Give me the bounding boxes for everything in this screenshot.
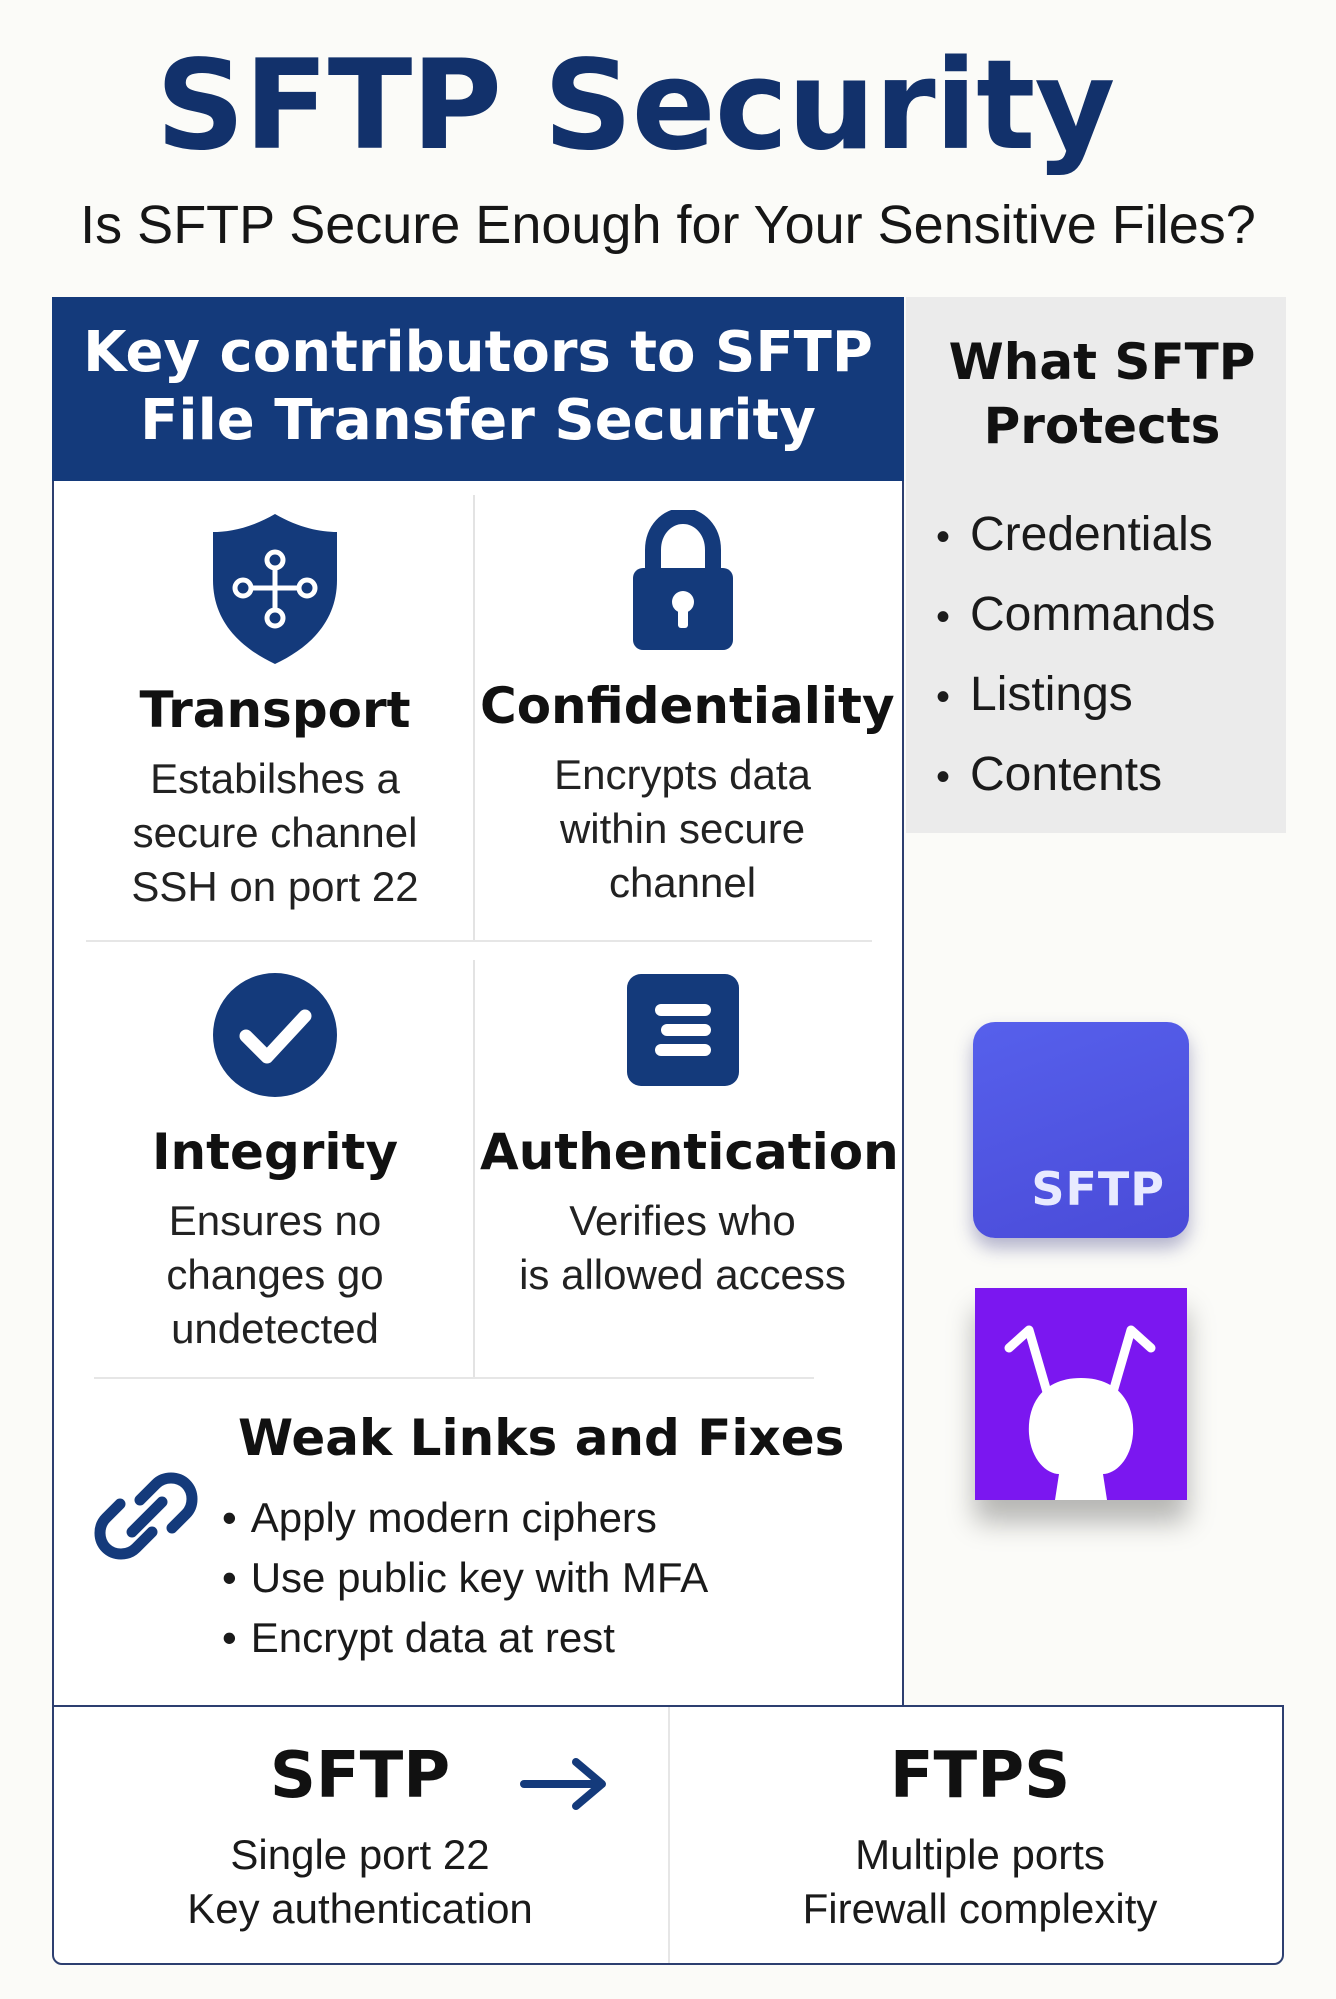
card-line: channel: [608, 859, 757, 906]
card-line: changes go: [166, 1251, 384, 1298]
card-integrity: [80, 972, 470, 1356]
card-confidentiality: [480, 510, 895, 910]
card-line: Verifies who: [569, 1197, 796, 1244]
card-line: Encrypts data: [554, 751, 811, 798]
protects-title-line: Protects: [983, 397, 1221, 455]
card-line: is allowed access: [519, 1251, 846, 1298]
card-description: [80, 1194, 470, 1356]
comparison-line: Single port 22: [230, 1831, 490, 1878]
comparison-ftps: [720, 1738, 1240, 1936]
key-contributors-header: [52, 297, 904, 481]
protects-title-line: What SFTP: [948, 333, 1256, 391]
grid-divider-vertical-bottom: [473, 960, 475, 1378]
card-line: undetected: [171, 1305, 379, 1352]
card-title: Confidentiality: [480, 677, 895, 735]
list-item: • Credentials: [936, 496, 1276, 576]
shield-network-icon: [209, 510, 341, 666]
weak-links-title: Weak Links and Fixes: [238, 1409, 845, 1467]
document-lines-icon: [625, 972, 741, 1088]
card-description: [80, 752, 470, 914]
ant-app-logo: [975, 1288, 1187, 1500]
page-subtitle: Is SFTP Secure Enough for Your Sensitive Files?: [80, 195, 1256, 255]
checkmark-circle-icon: [212, 972, 338, 1098]
weak-links-list: [222, 1488, 882, 1668]
card-authentication: [480, 972, 899, 1302]
card-line: secure channel: [132, 809, 418, 856]
list-item: • Apply modern ciphers: [222, 1488, 882, 1548]
card-description: [480, 748, 885, 910]
card-transport: [80, 510, 470, 914]
comparison-line: Key authentication: [187, 1885, 533, 1932]
card-line: Ensures no: [168, 1197, 382, 1244]
list-item: • Use public key with MFA: [222, 1548, 882, 1608]
protects-title: [906, 330, 1298, 458]
header-line-1: Key contributors to SFTP: [83, 320, 873, 385]
sftp-app-logo: [973, 1022, 1189, 1238]
card-description: [480, 1194, 885, 1302]
card-line: within secure: [559, 805, 806, 852]
list-item: • Listings: [936, 656, 1276, 736]
grid-divider-horizontal-bottom: [94, 1377, 814, 1379]
comparison-ftps-title: FTPS: [889, 1739, 1071, 1813]
ant-head-icon: [975, 1288, 1187, 1500]
grid-divider-vertical-top: [473, 495, 475, 941]
chain-link-icon: [90, 1460, 202, 1572]
card-line: SSH on port 22: [131, 863, 419, 910]
comparison-line: Multiple ports: [855, 1831, 1105, 1878]
card-line: Estabilshes a: [150, 755, 400, 802]
padlock-icon: [629, 510, 737, 652]
list-item: • Encrypt data at rest: [222, 1608, 882, 1668]
protects-list: [936, 496, 1276, 816]
header-line-2: File Transfer Security: [140, 388, 816, 453]
comparison-divider: [668, 1707, 670, 1963]
grid-divider-horizontal-top: [86, 940, 872, 942]
list-item: • Contents: [936, 736, 1276, 816]
comparison-sftp-title: SFTP: [269, 1739, 451, 1813]
card-title: Transport: [139, 681, 411, 739]
card-title: Integrity: [151, 1123, 399, 1181]
page-title: SFTP Security: [155, 34, 1115, 178]
sftp-logo-label: SFTP: [1031, 1162, 1165, 1216]
list-item: • Commands: [936, 576, 1276, 656]
card-title: Authentication: [480, 1123, 899, 1181]
arrow-right-icon: [520, 1756, 608, 1812]
comparison-line: Firewall complexity: [802, 1885, 1158, 1932]
